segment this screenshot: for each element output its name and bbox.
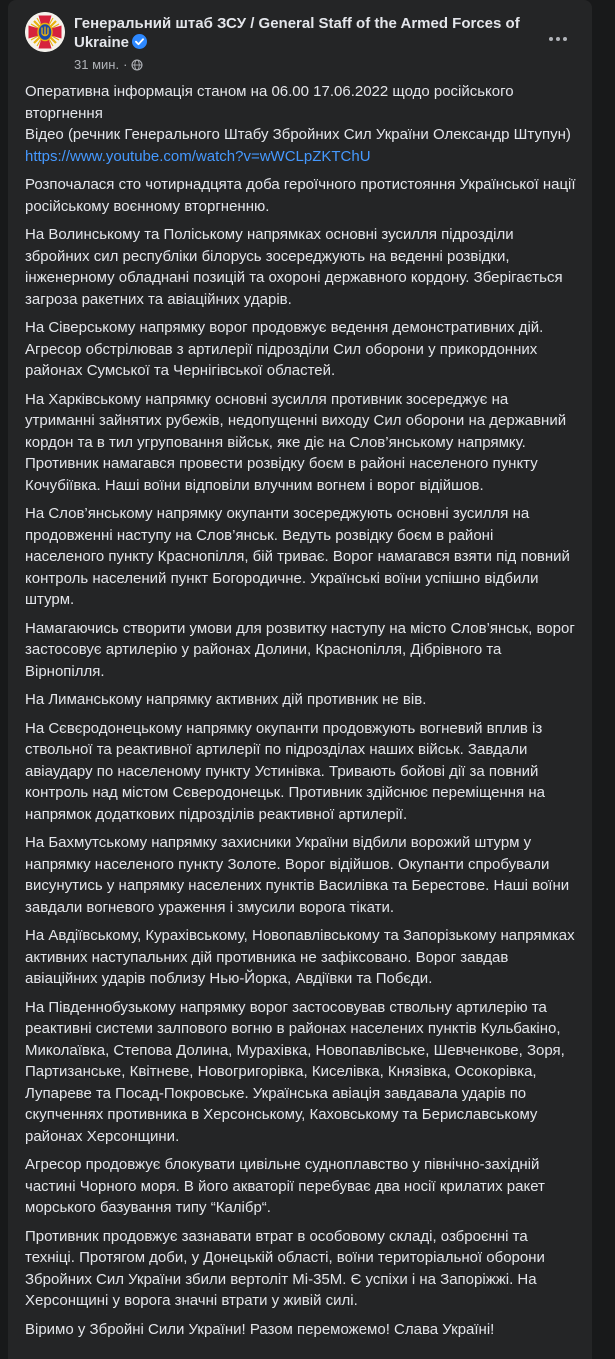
timestamp-row xyxy=(74,57,520,73)
header-text-block xyxy=(74,12,520,73)
post-paragraph: Віримо у Збройні Сили України! Разом переможемо! Слава Україні! xyxy=(25,1320,495,1338)
verified-badge-icon xyxy=(132,34,147,54)
post-paragraph: Агресор продовжує блокувати цивільне судноплавство у північно-західній частині Чорного моря. В його акваторії перебуває два носії крилатих ракет морського базування типу “Калібр“. xyxy=(25,1156,545,1216)
post-paragraph: Розпочалася сто чотирнадцята доба героїчного протистояння Української нації російському воєнному вторгненню. xyxy=(25,176,576,215)
post-body xyxy=(8,73,592,1359)
post-paragraph: На Сєвєродонецькому напрямку окупанти продовжують вогневий вплив із ствольної та реактивної артилерії по підрозділах наших військ. Завдали авіаудару по населеному пункту Устинівка. Тривають бойові дії за повний контроль над містом Сєверодонецьк. Противник здійснює переміщення на напрямок додаткових підрозділів реактивної артилерії. xyxy=(25,719,545,823)
post-paragraph: На Бахмутському напрямку захисники України відбили ворожий штурм у напрямку населеного пункту Золоте. Ворог відійшов. Окупанти спробували висунутись у напрямку населених пунктів Василівка та Берестове. Наші воїни завдали вогневого ураження і змусили ворога тікати. xyxy=(25,834,570,916)
post-paragraph: На Авдіївському, Курахівському, Новопавлівському та Запорізькому напрямках активних наступальних дій противника не зафіксовано. Ворог завдав авіаційних ударів поблизу Нью-Йорка, Авдіївки та Побєди. xyxy=(25,927,575,987)
post-paragraph: На Волинському та Поліському напрямках основні зусилля підрозділи збройних сил республіки білорусь зосереджують на веденні розвідки, інженерному обладнані позицій та охороні державного кордону. Зберігається загроза ракетних та авіаційних ударів. xyxy=(25,226,563,308)
post-paragraph: На Південнобузькому напрямку ворог застосовував ствольну артилерію та реактивні системи залпового вогню в районах населених пунктів Кульбакіно, Миколаївка, Степова Долина, Мурахівка, Новопавлівське, Шевченкове, Зоря, Партизанське, Квітневе, Новогригорівка, Киселівка, Князівка, Осокорівка, Лупареве та Посад-Покровське. Українська авіація завдавала ударів по скупченнях противника в Херсонському, Каховському та Бериславському районах Херсонщини. xyxy=(25,998,565,1145)
post-paragraph: На Лиманському напрямку активних дій противник не вів. xyxy=(25,691,427,708)
three-dots-menu-icon xyxy=(548,29,568,47)
post-paragraph: На Слов’янському напрямку окупанти зосереджують основні зусилля на продовженні наступу на Слов’янськ. Ведуть розвідку боєм в районі населеного пункту Краснопілля, бій триває. Ворог намагався взяти під повний контроль населений пункт Богородичне. Українські воїни успішно відбили штурм. xyxy=(25,505,570,608)
armed-forces-emblem-icon xyxy=(25,39,65,52)
page-title-line2: Ukraine xyxy=(74,34,130,51)
page-avatar[interactable] xyxy=(25,12,65,52)
post-paragraph: На Харківському напрямку основні зусилля противник зосереджує на утриманні зайнятих рубежів, недопущенні виходу Сил оборони на державний кордон та в тил угруповання військ, яке діє на Слов’янському напрямку. Противник намагався провести розвідку боєм в районі населеного пункту Кочубіївка. Наші воїни відповіли влучним вогнем і ворог відійшов. xyxy=(25,390,567,494)
post-intro-paragraph xyxy=(25,81,576,167)
post-intro-line2: Відео (речник Генерального Штабу Збройних Сил України Олександр Штупун) xyxy=(25,126,571,143)
post-options-button[interactable] xyxy=(542,22,574,54)
facebook-post-card xyxy=(8,0,592,1359)
youtube-video-link[interactable]: https://www.youtube.com/watch?v=wWCLpZKTChU xyxy=(25,147,371,165)
timestamp-separator: · xyxy=(123,57,128,72)
post-timestamp[interactable]: 31 мин. xyxy=(74,57,120,72)
post-paragraph: Противник продовжує зазнавати втрат в особовому складі, озброєнні та техніці. Протягом доби, у Донецькій області, воїни територіальної оборони Збройних Сил України збили вертоліт Мі-35М. Є успіхи і на Запоріжжі. На Херсонщині у ворога значні втрати у живій силі. xyxy=(25,1227,545,1309)
globe-public-icon xyxy=(131,59,143,71)
post-paragraph: На Сіверському напрямку ворог продовжує ведення демонстративних дій. Агресор обстрілював з артилерії підрозділи Сил оборони у прикордонних районах Сумської та Чернігівської областей. xyxy=(25,319,544,379)
post-paragraph: Намагаючись створити умови для розвитку наступу на місто Слов’янськ, ворог застосовує артилерію у районах Долини, Краснопілля, Дібрівного та Вірнопілля. xyxy=(25,619,575,680)
page-title[interactable] xyxy=(74,14,520,54)
post-intro-line1: Оперативна інформація станом на 06.00 17.06.2022 щодо російського вторгнення xyxy=(25,83,514,122)
page-title-line1: Генеральний штаб ЗСУ / General Staff of the Armed Forces of xyxy=(74,15,520,32)
post-header xyxy=(8,0,592,73)
